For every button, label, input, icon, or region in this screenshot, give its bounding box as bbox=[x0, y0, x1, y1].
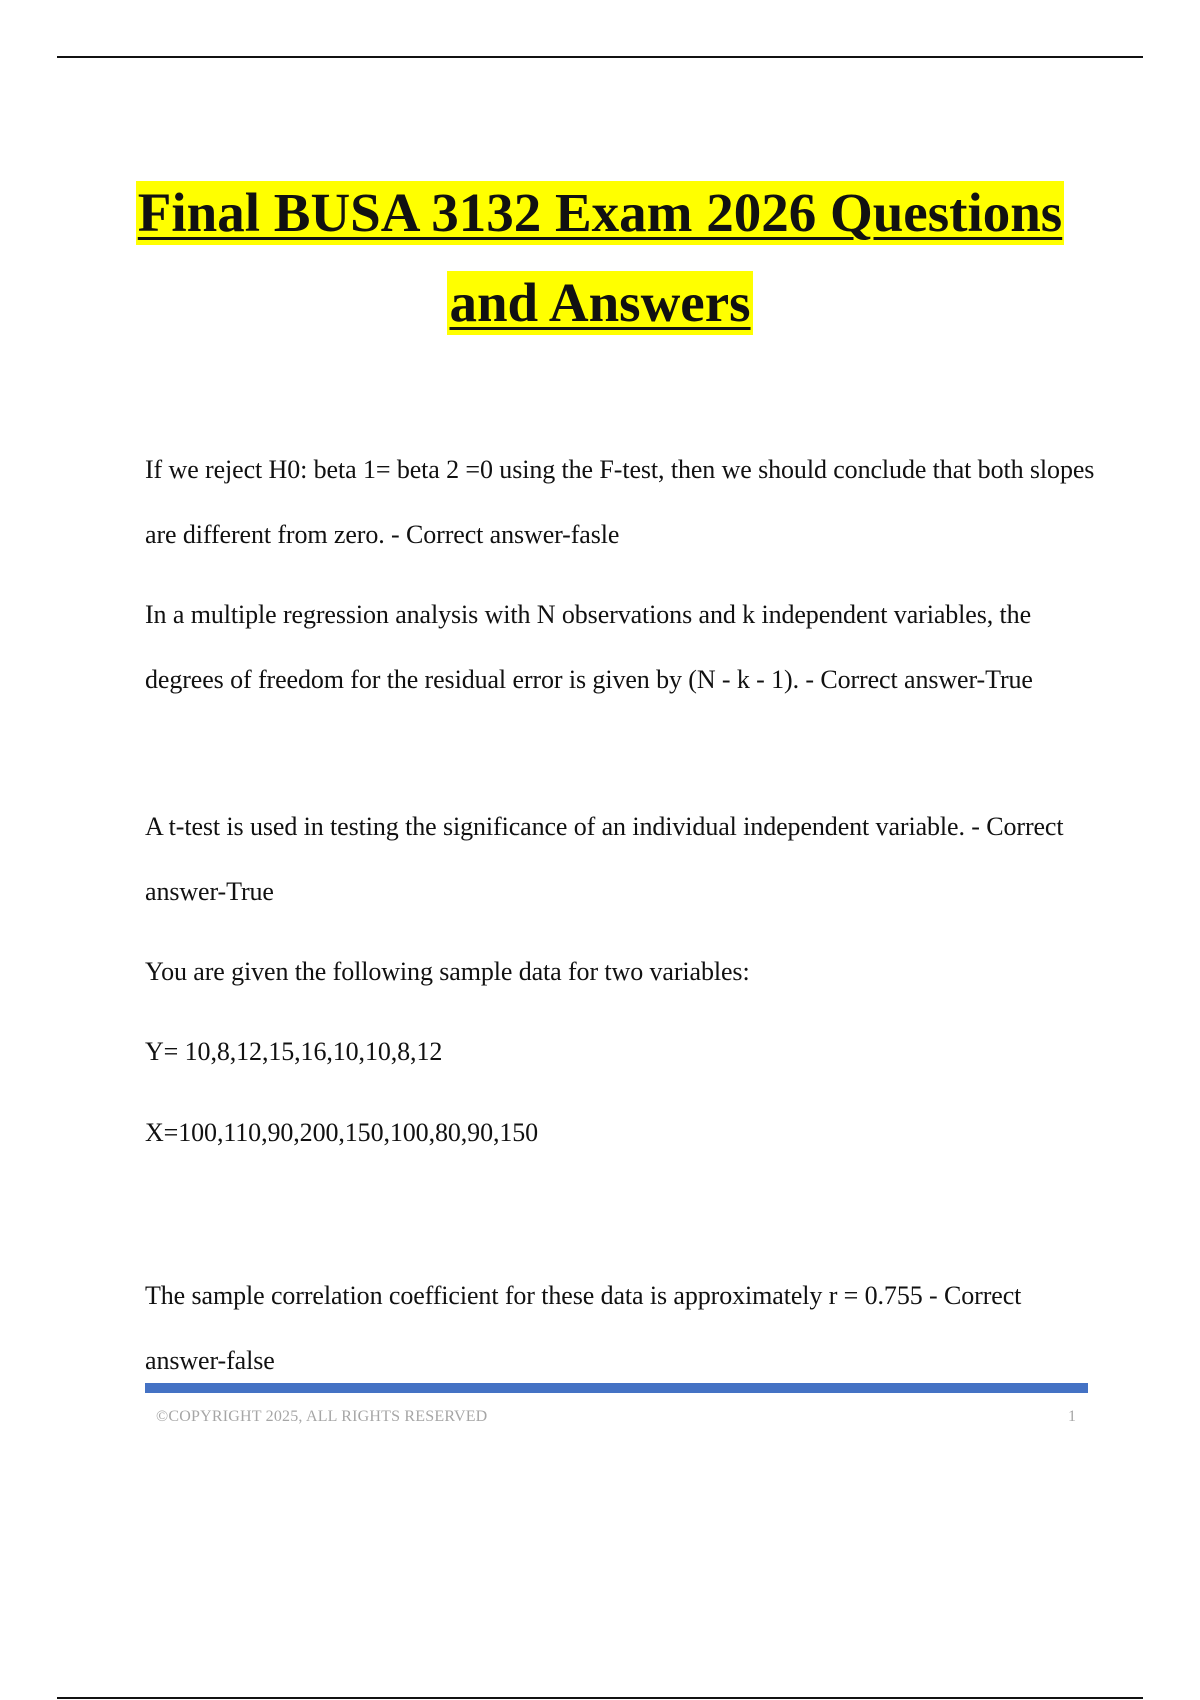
title-line-1: Final BUSA 3132 Exam 2026 Questions bbox=[137, 182, 1063, 243]
question-paragraph: A t-test is used in testing the significance of an individual independent variable. - Correct answer-True bbox=[145, 812, 1064, 906]
page-number: 1 bbox=[1068, 1408, 1076, 1425]
footer-copyright: ©COPYRIGHT 2025, ALL RIGHTS RESERVED bbox=[156, 1408, 488, 1425]
question-paragraph: In a multiple regression analysis with N observations and k independent variables, the degrees of freedom for the residual error is given by (N - k - 1). - Correct answer-True bbox=[145, 600, 1033, 694]
footer-bar bbox=[145, 1383, 1088, 1393]
top-divider bbox=[57, 56, 1143, 58]
question-paragraph: If we reject H0: beta 1= beta 2 =0 using the F-test, then we should conclude that both slopes are different from zero. - Correct answer-fasle bbox=[145, 455, 1095, 549]
data-line-x: X=100,110,90,200,150,100,80,90,150 bbox=[145, 1118, 539, 1147]
data-line-y: Y= 10,8,12,15,16,10,10,8,12 bbox=[145, 1037, 443, 1066]
question-paragraph: You are given the following sample data for two variables: bbox=[145, 957, 750, 986]
title-line-2: and Answers bbox=[449, 272, 751, 333]
bottom-divider bbox=[57, 1697, 1143, 1699]
question-paragraph: The sample correlation coefficient for these data is approximately r = 0.755 - Correct answer-false bbox=[145, 1281, 1022, 1375]
